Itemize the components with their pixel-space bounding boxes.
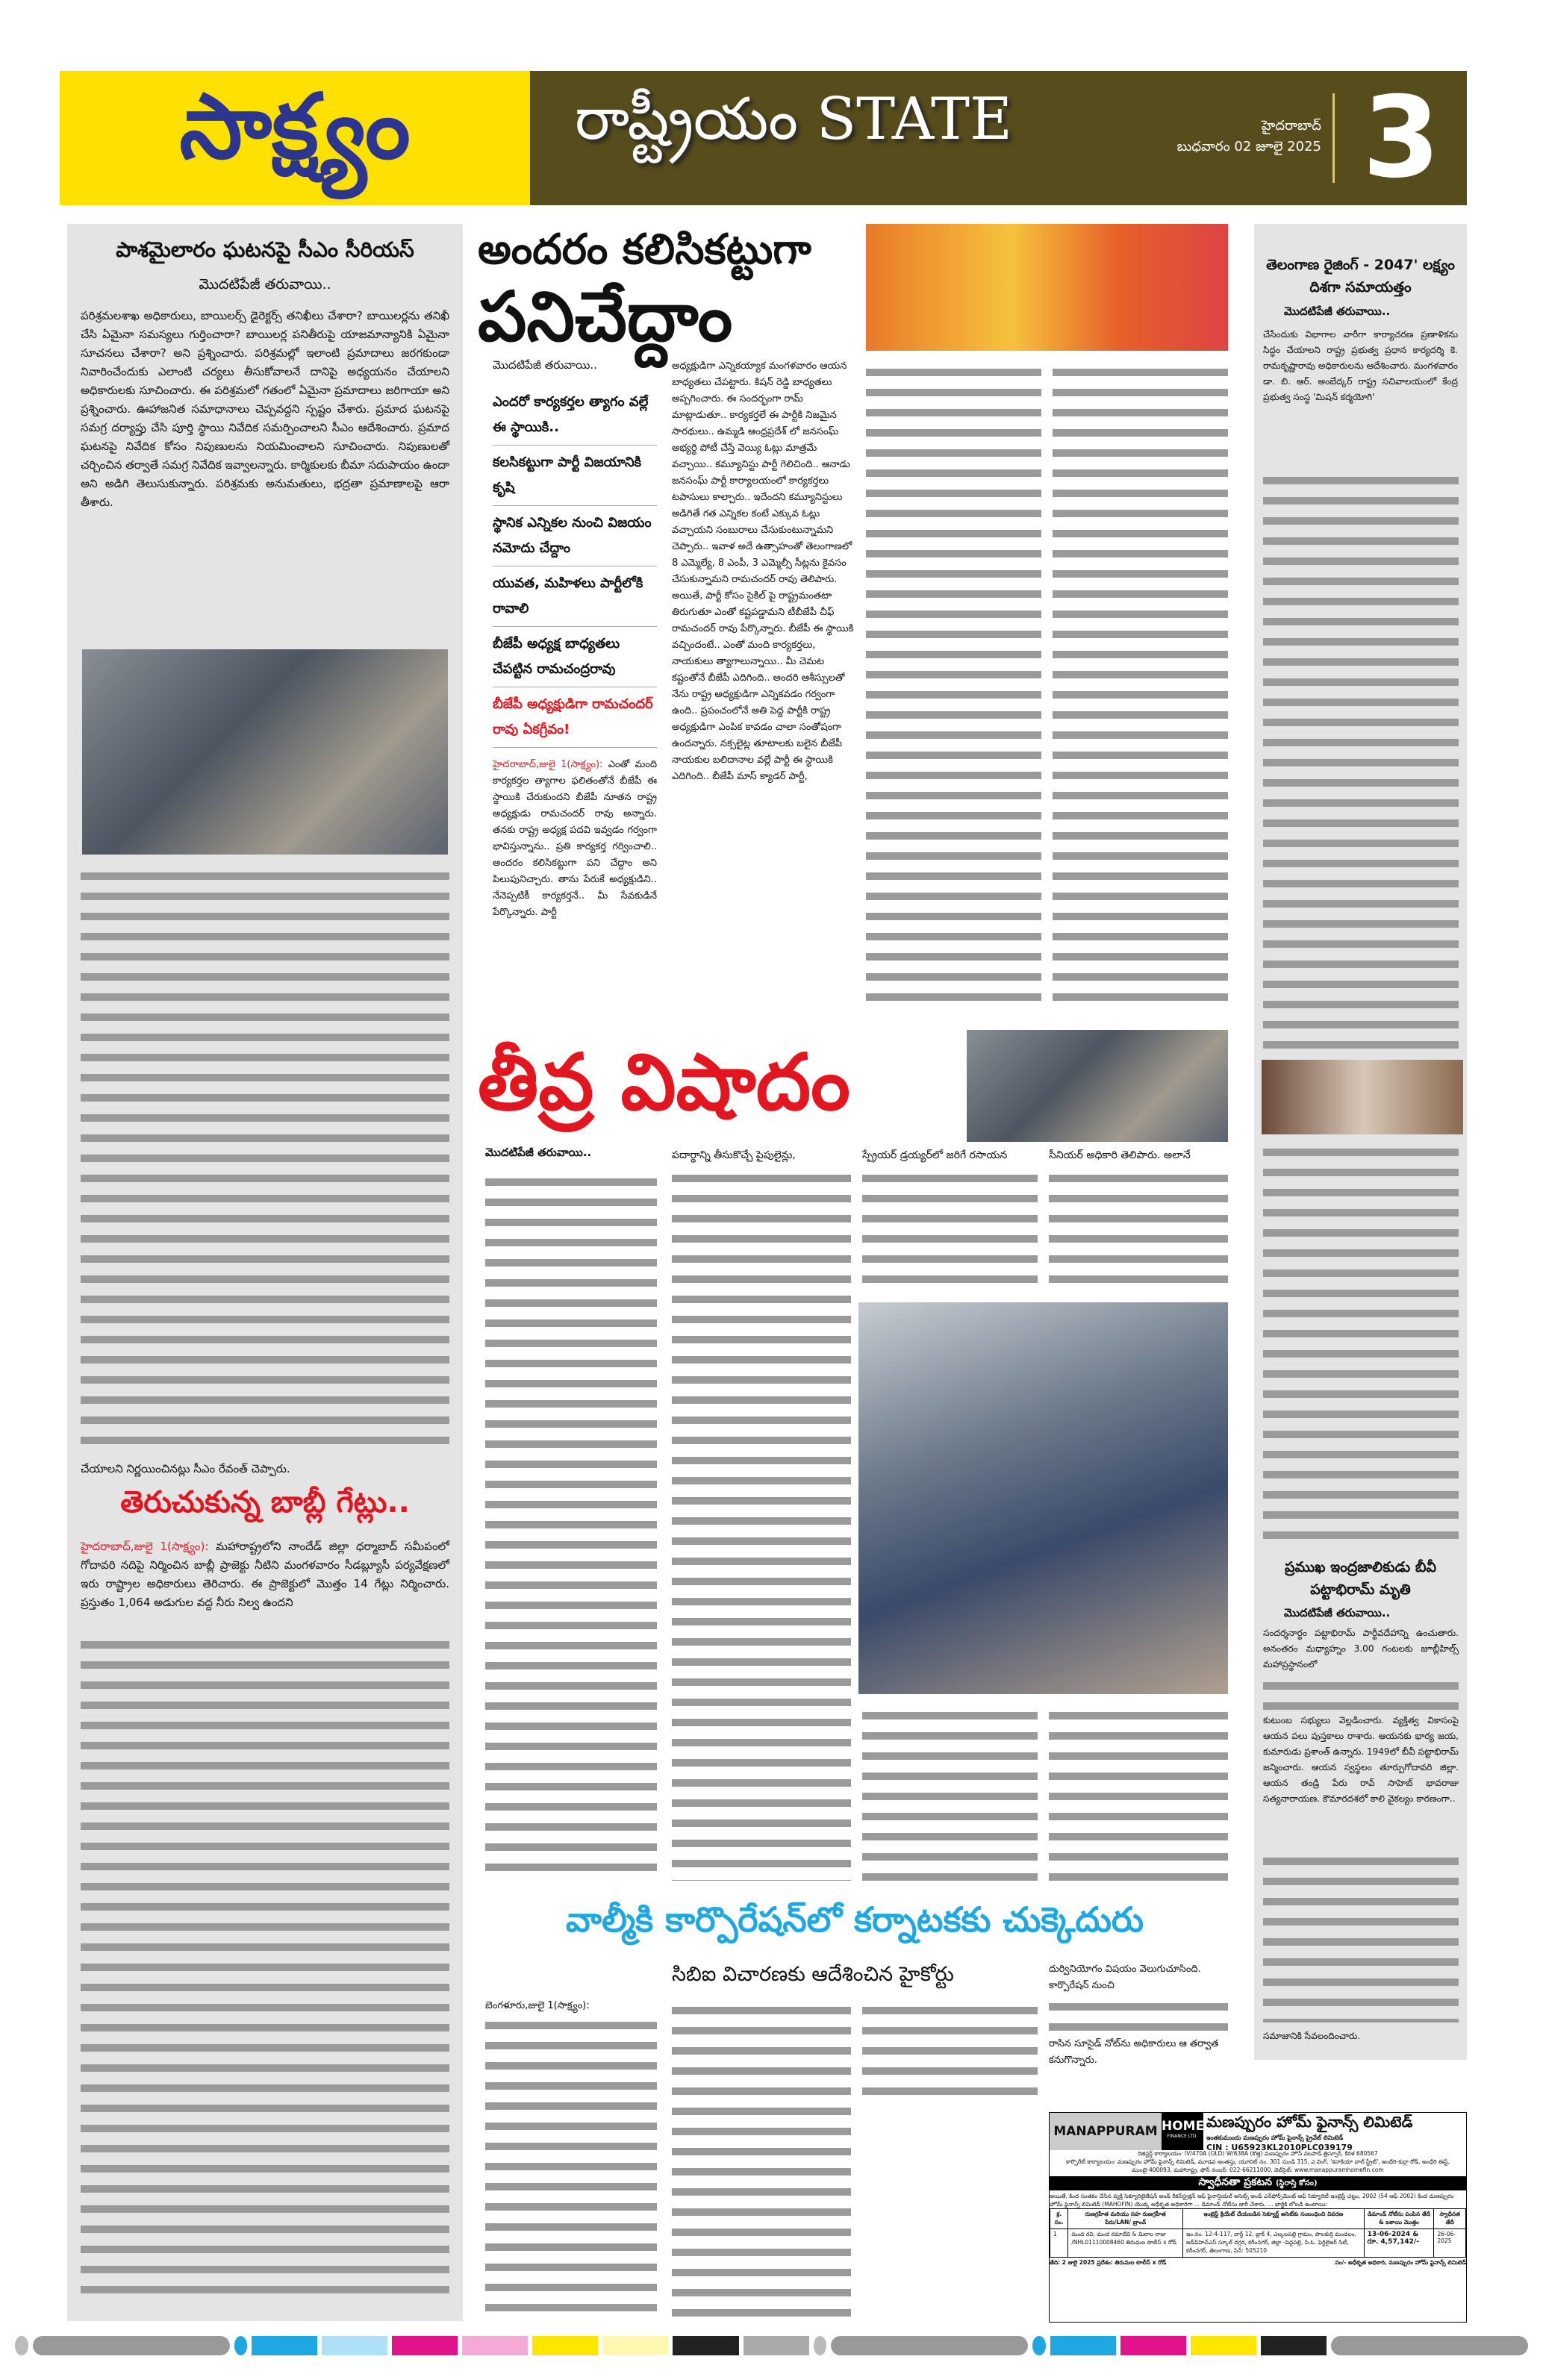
headline-line1: అందరం కలిసికట్టుగా bbox=[478, 225, 811, 274]
ad-reg-office: రిజిస్టర్డ్ కార్యాలయం: IV/470A (OLD) W/638A (కొత్త) మణప్పురం హౌస్ వలపాడ్ త్రిస్సూర్, కేరళ 680567 bbox=[1138, 2150, 1378, 2157]
ad-cin: CIN : U65923KL2010PLC039179 bbox=[1206, 2143, 1353, 2152]
td: 1 bbox=[1050, 2229, 1068, 2258]
ad-notice-sub: (స్థిరాస్తి కోసం) bbox=[1275, 2179, 1318, 2187]
edition-date: బుధవారం 02 జూలై 2025 bbox=[1176, 139, 1321, 154]
headline-pattabhiram: ప్రముఖ ఇంద్రజాలికుడు బీవీ పట్టాభిరామ్ మృతి bbox=[1285, 1559, 1436, 1598]
ad-brand: MANAPPURAM bbox=[1050, 2113, 1162, 2150]
section-title: రాష్ట్రీయం STATE bbox=[575, 86, 1012, 153]
headline-babli-gates: తెరుచుకున్న బాబ్లీ గేట్లు.. bbox=[120, 1485, 410, 1519]
edition-info bbox=[1172, 116, 1321, 157]
subhead: యువత, మహిళలు పార్టీలోకి రావాలి bbox=[493, 566, 657, 627]
subhead: కలసికట్టుగా పార్టీ విజయానికి కృషి bbox=[493, 446, 657, 506]
article-text bbox=[485, 1172, 657, 1881]
table-row bbox=[1050, 2229, 1466, 2258]
print-color-bar bbox=[15, 2334, 1528, 2357]
article-text: మహారాష్ట్రలోని నాందేడ్ జిల్లా ధర్మాబాద్ సమీపంలో గోదావరి నదిపై నిర్మించిన బాబ్లీ ప్రాజెక్టు నీటిని మంగళవారం సీడబ్ల్యూసీ పర్యవేక్షణలో ఇరు రాష్ట్రాల అధికారులు తెరిచారు. ఈ ప్రాజెక్టులో మొత్తం 14 గేట్లు నిర్మించారు. ప్రస్తుతం 1,064 అడుగుల వద్ద నీరు నిల్వ ఉందని bbox=[81, 1540, 449, 1609]
article-text: సీనియర్ అధికారి తెలిపారు. అలానే bbox=[1049, 1149, 1191, 1161]
headline-block bbox=[478, 224, 858, 358]
rescue-site-photo bbox=[967, 1030, 1228, 1142]
subhead-high-court: సిబిఐ విచారణకు ఆదేశించిన హైకోర్టు bbox=[672, 1963, 954, 1986]
article-text bbox=[1263, 470, 1459, 1052]
continued-label: మొదటిపేజీ తరువాయి.. bbox=[493, 358, 597, 372]
article-text bbox=[1049, 1996, 1228, 2034]
article-text bbox=[862, 1168, 1038, 1295]
right-column bbox=[1254, 224, 1467, 2060]
subhead: బీజేపీ అధ్యక్ష బాధ్యతలు చేపట్టిన రామచంద్రరావు bbox=[493, 627, 657, 687]
article-body: పరిశ్రమలశాఖ అధికారులు, బాయిలర్స్ డైరెక్టర్స్ తనిఖీలు చేశారా? బాయిలర్లను తనిఖీ చేసి ఏమైనా సమస్యలు గుర్తించారా? బాయిలర్ల పనితీరుపై యాజమాన్యానికి ఏమైనా సూచనలు చేశారా? అని ప్రశ్నించారు. పరిశ్రమల్లో ఇలాంటి ప్రమాదాలు జరగకుండా నివారించేందుకు ఎలాంటి చర్యలు తీసుకోవాలనే దానిపై అధ్యయనం చేయాలని అధికారులకు సూచించారు. ఈ పరిశ్రమలో గతంలో ఏమైనా ప్రమాదాలు జరిగాయా అని ప్రశ్నించారు. ఊహాజనిత సమాధానాలు చెప్పవద్దని స్పష్టం చేశారు. ప్రమాద ఘటనపై సమగ్ర దర్యాప్తు చేసి పూర్తి స్థాయి నివేదిక సమర్పించాలని సీఎం ఆదేశించారు. ప్రమాద ఘటనపై నివేదిక కోసం నిపుణులను నియమించాలని సూచించారు. నిపుణులతో చర్చించిన తర్వాతే సమగ్ర నివేదిక ఇవ్వాలన్నారు. కార్మికులకు బీమా సదుపాయం ఉందా అని అడిగి తెలుసుకున్నారు. పరిశ్రమకు అనుమతులు, భద్రతా ప్రమాణాలపై ఆరా తీశారు. bbox=[81, 309, 449, 509]
article-text bbox=[1049, 1705, 1228, 1881]
headline-tragedy: తీవ్ర విషాదం bbox=[478, 1037, 850, 1128]
th: డిమాండ్ నోటీసు పంపిన తేదీ & బకాయి మొత్తం bbox=[1364, 2209, 1434, 2229]
ad-corp-office: కార్పొరేట్ కార్యాలయం: మణప్పురం హోమ్ ఫైనాన్స్ లిమిటెడ్, మూడవ అంతస్తు, యూనిట్ నం. 301 నుండి 315, ఎ వింగ్, 'కనాకియా వాల్ స్ట్రీట్', అంధేరి-కుర్లా రోడ్, అంధేరి ఈస్ట్, ముంబై-400093, మహారాష్ట్ర, ఫోన్ నంబర్: 022-66211000, వెబ్‌సైట్: www.manappuramhomefin.com bbox=[1065, 2158, 1450, 2173]
article-text: చేసేందుకు విభాగాల వారీగా కార్యాచరణ ప్రణాళికను సిద్ధం చేయాలని రాష్ట్ర ప్రభుత్వ ప్రధాన కార్యదర్శి కె. రామకృష్ణారావు అధికారులను ఆదేశించారు. మంగళవారం డా. బి. ఆర్. అంబేద్కర్ రాష్ట్ర సచివాలయంలో కేంద్ర ప్రభుత్వ సంస్థ 'మిషన్ కర్మయోగి' bbox=[1263, 329, 1458, 402]
th: స్వాధీనత తేదీ bbox=[1434, 2209, 1466, 2229]
dateline: బెంగళూరు,జులై 1(సాక్ష్యం): bbox=[485, 2000, 590, 2011]
rescue-workers-photo bbox=[858, 1302, 1228, 1694]
headline-cm-serious: పాశమైలారం ఘటనపై సీఎం సీరియస్ bbox=[116, 237, 414, 262]
divider bbox=[1332, 93, 1335, 183]
article-text: పదార్థాన్ని తీసుకొచ్చే పైపులైన్లు, bbox=[672, 1149, 796, 1161]
bjp-event-photo bbox=[866, 224, 1228, 351]
th: ఇంట్రెస్ట్ క్రియేట్ చేయబడిన సెక్యూర్డ్ అసెట్‌కు సంబంధించి వివరణ bbox=[1183, 2209, 1365, 2229]
subhead: ఎందరో కార్యకర్తల త్యాగం వల్లే ఈ స్థాయికి.. bbox=[493, 385, 657, 446]
article-text: కుటుంబ సభ్యులు వెల్లడించారు. వ్యక్తిత్వ వికాసంపై ఆయన పలు పుస్తకాలు రాశారు. ఆయనకు భార్య జయ, కుమారుడు ప్రశాంత్ ఉన్నారు. 1949లో బీవీ పట్టాభిరామ్ జన్మించారు. ఆయన స్వస్థలం తూర్పుగోదావరి జిల్లా. ఆయన తండ్రి పేరు రావ్ సాహెబ్ భావరాజు సత్యనారాయణ. కౌమారదశలో కాలి వైకల్యం కారణంగా.. bbox=[1263, 1715, 1459, 1804]
article-text bbox=[1049, 1168, 1228, 1295]
ad-table bbox=[1050, 2208, 1466, 2258]
th: రుణగ్రహీత మరియు సహ రుణగ్రహీత పేరు/LAN/ బ్రాంచ్ bbox=[1068, 2209, 1183, 2229]
th: క్ర. సం. bbox=[1050, 2209, 1068, 2229]
td: ఇం.నం. 12-4-117, వార్డ్ 12, బ్లాక్ 4, ఎల్కలపల్లి గ్రామం, పాలకుర్తి మండలం, జడ్‌పిహెచ్ఎస్ స్కూల్ దగ్గర, కరీంనగర్, జిల్లా -పెద్దపల్లి, పి.ఓ. ఫెర్టిలైజర్ సిటీ, కరీంనగర్, తెలంగాణ, పిన్: 505210 bbox=[1183, 2229, 1365, 2258]
article-text bbox=[862, 1705, 1038, 1881]
headline-telangana-rising: తెలంగాణ రైజింగ్ - 2047' లక్ష్యం దిశగా సమాయత్తం bbox=[1266, 257, 1455, 296]
ad-notice-title: స్వాధీనతా ప్రకటన bbox=[1198, 2176, 1273, 2188]
ad-notice-body: అయితే, కింద సంతకం చేసిన వ్యక్తి సెక్యూరిటైజేషన్ అండ్ రీకన్‌స్ట్రక్షన్ ఆఫ్ ఫైనాన్షియల్ అసెట్స్ అండ్ ఎన్‌ఫోర్స్‌మెంట్ ఆఫ్ సెక్యూరిటీ ఇంట్రెస్ట్ చట్టం, 2002 (54 ఆఫ్ 2002) కింద మణప్పురం హోమ్ ఫైనాన్స్ లిమిటెడ్ (MAHOFIN) యొక్క అధీకృత అధికారిగా ... డిమాండ్ నోటీసు జారీ చేశారు. ... భార్జికి లోబడి ఉంటాయి: bbox=[1050, 2193, 1454, 2208]
td: 26-06-2025 bbox=[1434, 2229, 1466, 2258]
headline-line2: పనిచేద్దాం bbox=[478, 277, 733, 357]
article-text: అధ్యక్షుడిగా ఎన్నికయ్యాక మంగళవారం ఆయన బాధ్యతలు చేపట్టారు. కిషన్ రెడ్డి బాధ్యతలు అప్పగించారు. ఈ సందర్భంగా రామ్ మాట్లాడుతూ.. కార్యకర్తలే ఈ పార్టీకి నిజమైన సారథులు.. ఉమ్మడి ఆంధ్రప్రదేశ్ లో జనసంఘ్ అభ్యర్థి పోటీ చేస్తే వెయ్యి ఓట్లు మాత్రమే వచ్చాయి.. కమ్యూనిస్టు పార్టీ గెలిచింది.. ఆనాడు జనసంఘ్ పార్టీ కార్యాలయంలో కార్యకర్తలు టపాసులు కాల్చారు.. ఇదేందని కమ్యూనిస్టులు అడిగితే గత ఎన్నికల కంటే ఎక్కువ ఓట్లు వచ్చాయని సంబురాలు చేసుకుంటున్నామని చెప్పారు.. ఇవాళ అదే ఉత్సాహంతో తెలంగాణలో 8 ఎమ్మెల్యే, 8 ఎంపీ, 3 ఎమ్మెల్సీ సీట్లను కైవసం చేసుకున్నామని రామచందర్ రావు తెలిపారు. అయితే, పార్టీ కోసం సైకిల్ పై రాష్ట్రమంతటా తిరుగుతూ ఎంతో కష్టపడ్డామని టీబీజేపీ చీఫ్ రామచందర్ రావు పేర్కొన్నారు. బీజేపీ ఈ స్థాయికి వచ్చిందంటే.. ఎంతో మంది కార్యకర్తలు, నాయకులు త్యాగాలున్నాయి.. మీ చెమట కష్టంతోనే బీజేపీ ఎదిగింది.. అందరి ఆశీస్సులతో నేను రాష్ట్ర అధ్యక్షుడిగా ఎన్నికవడం గర్వంగా ఉంది.. ప్రపంచంలోనే అతి పెద్ద పార్టీకి రాష్ట్ర అధ్యక్షుడిగా ఎంపిక కావడం చాలా సంతోషంగా ఉందన్నారు. నక్సలైట్ల తూటాలకు బలైన బీజేపీ నాయకుల బలిదానాల వల్లే పార్టీ ఈ స్థాయికి ఎదిగింది.. బీజేపీ మాస్ క్యాడర్ పార్టీ, bbox=[672, 360, 854, 782]
article-text bbox=[1263, 1675, 1459, 1713]
subheads bbox=[493, 358, 657, 921]
factory-visit-photo bbox=[82, 649, 448, 855]
article-text bbox=[485, 2015, 657, 2321]
td: మంద రవి, మంద రమాదేవి & మిరాల రాజు /NHL01110008460 తిరుమల టాలీస్ x రోడ్ bbox=[1068, 2229, 1183, 2258]
td: 13-06-2024 & రూ. 4,57,142/- bbox=[1364, 2229, 1434, 2258]
page-number: 3 bbox=[1362, 73, 1441, 203]
article-text bbox=[81, 866, 449, 1455]
continued-label: మొదటిపేజీ తరువాయి.. bbox=[199, 276, 331, 293]
article-text bbox=[1053, 362, 1228, 1004]
left-column bbox=[67, 224, 463, 2321]
continued-label: మొదటిపేజీ తరువాయి.. bbox=[1284, 1606, 1391, 1620]
newspaper-logo: సాక్ష్యం bbox=[60, 71, 530, 205]
continued-label: మొదటిపేజీ తరువాయి.. bbox=[1284, 304, 1391, 318]
ad-title: మణప్పురం హోమ్ ఫైనాన్స్ లిమిటెడ్ bbox=[1206, 2113, 1413, 2131]
headline-valmiki: వాల్మీకి కార్పొరేషన్‌లో కర్నాటకకు చుక్కెదురు bbox=[565, 1899, 1144, 1940]
continued-label: మొదటిపేజీ తరువాయి.. bbox=[485, 1146, 592, 1159]
subhead-red: బీజేపీ అధ్యక్షుడిగా రామచందర్ రావు ఏకగ్రీవం! bbox=[493, 687, 657, 748]
article-end: సమాజానికి సేవలందించారు. bbox=[1263, 2031, 1361, 2041]
meeting-photo bbox=[1262, 1060, 1463, 1134]
dateline: హైదరాబాద్,జులై 1(సాక్ష్యం): bbox=[493, 759, 603, 770]
subhead: స్థానిక ఎన్నికల నుంచి విజయం నమోదు చేద్దాం bbox=[493, 506, 657, 566]
article-text bbox=[1263, 1851, 1459, 2023]
manappuram-ad bbox=[1049, 2112, 1467, 2323]
article-text: దుర్వినియోగం విషయం వెలుగుచూసింది. కార్పొరేషన్ నుంచి bbox=[1049, 1964, 1201, 1991]
ad-formerly: ఇంతకుముందు మణప్పురం హోమ్ ఫైనాన్స్ ప్రైవేట్ లిమిటెడ్ bbox=[1206, 2134, 1344, 2141]
edition-city: హైదరాబాద్ bbox=[1261, 118, 1321, 134]
masthead bbox=[60, 71, 1467, 205]
ad-footer-sign: సం/- అధీకృత అధికారి, మణప్పురం హోమ్ ఫైనాన్స్ లిమిటెడ్ bbox=[1335, 2259, 1466, 2266]
article-text bbox=[1263, 1142, 1459, 1545]
article-end: రాసిన సూసైడ్ నోట్‌ను అధికారులు ఆ తర్వాత కనుగొన్నారు. bbox=[1049, 2038, 1219, 2066]
ad-home-logo: HOME bbox=[1162, 2119, 1205, 2134]
ad-footer-date: తేది: 2 జులై 2025 ప్రదేశం: తిరుమల టాలీస్ x రోడ్ bbox=[1050, 2259, 1167, 2266]
article-text: సందర్శనార్థం పట్టాభిరామ్ పార్థీవదేహాన్ని ఉంచుతారు. అనంతరం మధ్యాహ్నం 3.00 గంటలకు జూబ్లీహిల్స్ మహాప్రస్థానంలో bbox=[1263, 1628, 1459, 1670]
article-text bbox=[672, 2000, 851, 2321]
ad-home-sub: FINANCE LTD. bbox=[1167, 2134, 1198, 2139]
article-text bbox=[866, 362, 1041, 1004]
dateline: హైదరాబాద్,జులై 1(సాక్ష్యం): bbox=[81, 1540, 209, 1553]
article-body bbox=[81, 1537, 449, 1612]
article-text bbox=[81, 1634, 449, 2306]
article-text: ఎంతో మంది కార్యకర్తల త్యాగాల ఫలితంతోనే బీజేపీ ఈ స్థాయికి చేరుకుందని బీజేపీ నూతన రాష్ట్ర అధ్యక్షుడు రామచందర్ రావు అన్నారు. తనకు రాష్ట్ర అధ్యక్ష పదవి ఇవ్వడం గర్వంగా భావిస్తున్నాను.. ప్రతి కార్యకర్త గర్వించాలి.. అందరం కలిసికట్టుగా పని చేద్దాం అని పిలుపునిచ్చారు. తాను పేరుకే అధ్యక్షుడిని.. నేనెప్పటికీ కార్యకర్తనే.. మీ సేవకుడినే పేర్కొన్నారు. పార్టీ bbox=[493, 759, 657, 918]
article-text bbox=[862, 2000, 1038, 2105]
article-text: స్ప్రేయర్ డ్రయ్యర్‌లో జరిగే రసాయన bbox=[862, 1149, 1008, 1161]
article-end: చేయాలని నిర్ణయించినట్లు సీఎం రేవంత్ చెప్పారు. bbox=[81, 1462, 290, 1475]
article-text bbox=[672, 1168, 851, 1881]
